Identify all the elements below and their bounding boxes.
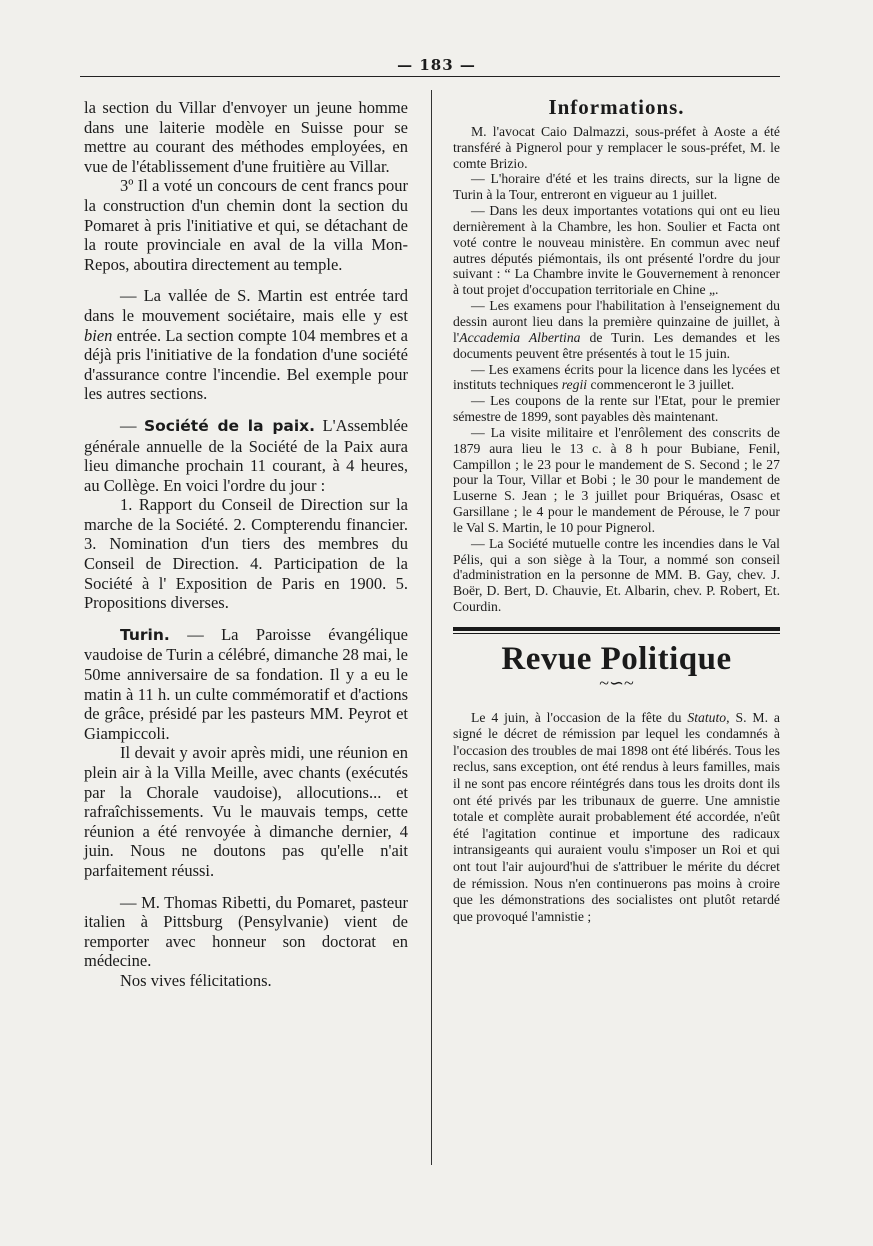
text-part: — Les examens pour l'habilitation à l'enseignement du dessin auront lieu dans la première quinzaine de juillet, à l' bbox=[453, 298, 780, 345]
text-part: , S. M. a signé le décret de rémission par lequel les condamnés à l'occasion des troubles de mai 1898 ont été libérés. Tous les reclus, sans exception, ont été rendus à leurs familles, mais il ne sont pas encore réintégrés dans tous les droits dont ils ont été privés par les tribunaux de guerre. Une amnistie totale et complète aurait probablement été accordée, n'eût été l'agitation continue et importune des radicaux intransigeants qui auraient voulu s'imposer un Roi et qui ont tout l'air aujourd'hui de s'attribuer le mérite du décret de rémission. Nous n'en continuerons pas moins à croire que les démonstrations des socialistes ont plutôt retardé que provoqué l'amnistie ; bbox=[453, 709, 780, 924]
section-rule-thick bbox=[453, 627, 780, 631]
info-item: M. l'avocat Caio Dalmazzi, sous-préfet à Aoste a été transféré à Pignerol pour y remplacer le sous-préfet, M. le comte Brizio. bbox=[453, 123, 780, 171]
paragraph-saint-martin bbox=[84, 286, 408, 404]
info-item-examens-dessin bbox=[453, 298, 780, 361]
info-item: — L'horaire d'été et les trains directs, sur la ligne de Turin à la Tour, entreront en vigueur au 1 juillet. bbox=[453, 171, 780, 203]
revue-paragraph bbox=[453, 710, 780, 926]
text-part: — La Paroisse évangélique vaudoise de Turin a célébré, dimanche 28 mai, le 50me anniversaire de sa fondation. Il y a eu le matin à 11 h. un culte commémoratif et d'actions de grâce, présidé par les pasteurs MM. Peyrot et Giampiccoli. bbox=[84, 624, 408, 743]
revue-politique-title: Revue Politique bbox=[501, 641, 732, 677]
info-item: — Dans les deux importantes votations qui ont eu lieu dernièrement à la Chambre, les hon. Soulier et Facta ont voté contre le nouveau ministère. En commun avec neuf autres députés piémontais, ils ont présenté l'ordre du jour suivant : “ La Chambre invite le Gouvernement à renoncer à tout projet d'occupation territoriale en Chine „. bbox=[453, 203, 780, 298]
page-number: — 183 — bbox=[397, 56, 476, 74]
paragraph-laiterie: la section du Villar d'envoyer un jeune homme dans une laiterie modèle en Suisse pour se mettre au courant des méthodes employées, en vue de l'établissement d'une fruitière au Villar. bbox=[84, 98, 408, 176]
informations-title: Informations. bbox=[548, 95, 685, 119]
emphasis-text: regii bbox=[561, 377, 588, 393]
heading-societe-paix: Société de la paix. bbox=[143, 416, 316, 435]
info-item-licence bbox=[453, 362, 780, 394]
right-column bbox=[453, 95, 780, 925]
text-part: de Turin. Les demandes et les documents peuvent être présentés à tout le 15 juin. bbox=[453, 329, 780, 361]
text-part: L'Assemblée générale annuelle de la Société de la Paix aura lieu dimanche prochain 11 courant, à 4 heures, au Collège. En voici l'ordre du jour : bbox=[84, 415, 408, 495]
text-part: — Les examens écrits pour la licence dans les lycées et instituts techniques bbox=[453, 361, 780, 393]
emphasis-text: Statuto bbox=[687, 709, 727, 725]
paragraph-ribetti: — M. Thomas Ribetti, du Pomaret, pasteur italien à Pittsburg (Pensylvanie) vient de remporter avec honneur son doctorat en médecine. bbox=[84, 892, 408, 971]
header-rule bbox=[80, 76, 780, 77]
left-column bbox=[84, 98, 408, 991]
paragraph-societe-paix bbox=[84, 416, 408, 495]
ornament-divider: ~∽~ bbox=[599, 672, 634, 693]
text-part: entrée. La section compte 104 membres et a déjà pris l'initiative de la fondation d'une société d'assurance contre l'incendie. Bel exemple pour les autres sections. bbox=[84, 325, 408, 404]
section-rule-thin bbox=[453, 633, 780, 634]
info-item: — La Société mutuelle contre les incendies dans le Val Pélis, qui a son siège à la Tour, a nommé son conseil d'administration en la personne de MM. B. Gay, chev. J. Boër, D. Bert, D. Chauvie, Et. Albarin, chev. P. Robert, Et. Courdin. bbox=[453, 535, 780, 615]
info-item: — La visite militaire et l'enrôlement des conscrits de 1879 aura lieu le 13 c. à 8 h pour Bubiane, Fenil, Campillon ; le 23 pour le mandement de S. Second ; le 27 pour la Tour, Villar et Bobi ; le 30 pour le mandement de Luserne S. Jean ; le 3 juillet pour Briquéras, Osasc et Garsillane ; le 4 pour le mandement de Pérouse, le 7 pour le Val S. Martin, le 10 pour Pignerol. bbox=[453, 424, 780, 535]
heading-turin: Turin. bbox=[120, 625, 170, 644]
paragraph-reunion: Il devait y avoir après midi, une réunion en plein air à la Villa Meille, avec chants (exécutés par la Chorale vaudoise), allocutions... et rafraîchissements. Vu le mauvais temps, cette réunion a été renvoyée à dimanche dernier, 4 juin. Nous ne doutons pas qu'elle n'ait parfaitement réussi. bbox=[84, 743, 408, 880]
paragraph-chemin: 3º Il a voté un concours de cent francs pour la construction d'un chemin dont la section du Pomaret à pris l'initiative et qui, se détachant de la route provinciale en aval de la villa Mon-Repos, aboutira directement au temple. bbox=[84, 176, 408, 274]
text-part: — La vallée de S. Martin est entrée tard dans le mouvement sociétaire, mais elle y est bbox=[84, 286, 408, 325]
info-item: — Les coupons de la rente sur l'Etat, pour le premier sémestre de 1899, sont payables dès maintenant. bbox=[453, 393, 780, 425]
paragraph-ordre-du-jour: 1. Rapport du Conseil de Direction sur la marche de la Société. 2. Compterendu financier. 3. Nomination d'un tiers des membres du Conseil de Direction. 4. Participation de la Société à l' Exposition de Paris en 1900. 5. Propositions diverses. bbox=[84, 495, 408, 613]
dash: — bbox=[120, 415, 144, 435]
emphasis-text: Accademia Albertina bbox=[459, 329, 581, 345]
paragraph-felicitations: Nos vives félicitations. bbox=[120, 970, 272, 990]
text-part: commenceront le 3 juillet. bbox=[587, 377, 735, 393]
paragraph-turin bbox=[84, 625, 408, 744]
column-divider bbox=[431, 90, 432, 1165]
text-part: Le 4 juin, à l'occasion de la fête du bbox=[471, 709, 688, 725]
emphasis-text: bien bbox=[84, 325, 113, 345]
